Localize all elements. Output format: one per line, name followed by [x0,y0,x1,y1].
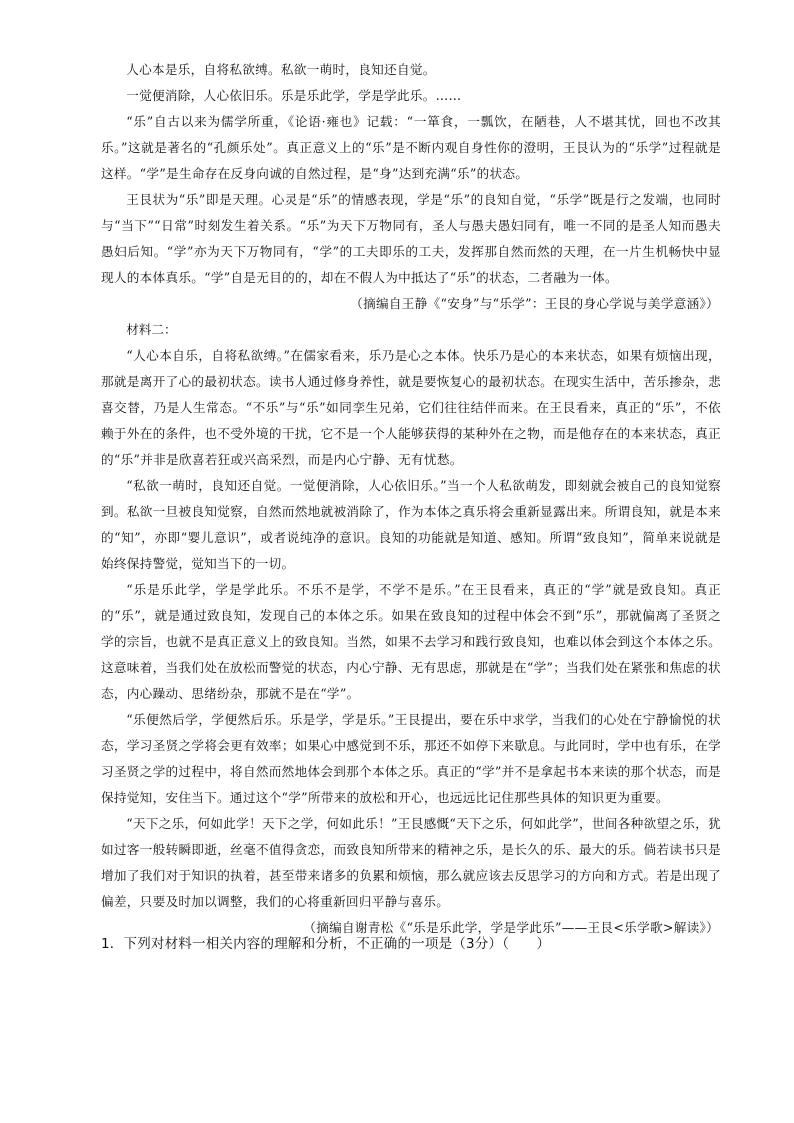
material1-source: （摘编自王静《“安身”与“乐学”：王艮的身心学说与美学意涵》） [350,296,719,311]
material1-paragraph-1: “乐”自古以来为儒学所重，《论语·雍也》记载：“一箪食，一瓢饮，在陋巷，人不堪其忧，回也不改其乐。”这就是著名的“孔颜乐处”。真正意义上的“乐”是不断内观自身性你的澄明，王艮认为的“乐学”过程就是这样。“学”是生命存在反身向诚的自然过程，是“身”达到充满“乐”的状态。 [101,114,721,181]
material2-paragraph-2: “私欲一萌时，良知还自觉。一觉便消除，人心依旧乐。”当一个人私欲萌发，即刻就会被自己的良知觉察到。私欲一旦被良知觉察，自然而然地就被消除了，作为本体之真乐将会重新显露出来。所谓良知，就是本来的“知”，亦即“婴儿意识”，或者说纯净的意识。良知的功能就是知道、感知。所谓“致良知”，简单来说就是始终保持警觉，觉知当下的一切。 [101,478,721,571]
material2-paragraph-1: “人心本自乐，自将私欲缚。”在儒家看来，乐乃是心之本体。快乐乃是心的本来状态，如果有烦恼出现，那就是离开了心的最初状态。读书人通过修身养性，就是要恢复心的最初状态。在现实生活中，苦乐掺杂，悲喜交替，乃是人生常态。“不乐”与“乐”如同孪生兄弟，它们往往结伴而来。在王艮看来，真正的“乐”，不依赖于外在的条件，也不受外境的干扰，它不是一个人能够获得的某种外在之物，而是他存在的本来状态，真正的“乐”并非是欣喜若狂或兴高采烈，而是内心宁静、无有忧愁。 [101,348,721,467]
document-body [101,57,721,941]
poem-line-2: 一觉便消除，人心依旧乐。乐是乐此学，学是学此乐。…… [126,88,462,103]
material2-source: （摘编自谢青松《“乐是乐此学，学是学此乐”——王艮<乐学歌>解读》） [303,920,719,935]
material2-paragraph-4: “乐便然后学，学便然后乐。乐是学，学是乐。”王艮提出，要在乐中求学，当我们的心处在宁静愉悦的状态，学习圣贤之学将会更有效率；如果心中感觉到不乐，那还不如停下来歇息。与此同时，学中也有乐，在学习圣贤之学的过程中，将自然而然地体会到那个本体之乐。真正的“学”并不是拿起书本来读的那个状态，而是保持觉知，安住当下。通过这个“学”所带来的放松和开心，也远远比记住那些具体的知识更为重要。 [101,712,721,805]
poem-line-1: 人心本是乐，自将私欲缚。私欲一萌时，良知还自觉。 [126,62,436,77]
material2-label: 材料二： [126,322,177,337]
material1-paragraph-2: 王艮状为“乐”即是天理。心灵是“乐”的情感表现，学是“乐”的良知自觉，“乐学”既是行之发端，也同时与“当下”“日常”时刻发生着关系。“乐”为天下万物同有，圣人与愚夫愚妇同有，唯一不同的是圣人知而愚夫愚妇后知。“学”亦为天下万物同有，“学”的工夫即乐的工夫，发挥那自然而然的天理，在一片生机畅快中显现人的本体真乐。“学”自是无目的的，却在不假人为中抵达了“乐”的状态，二者融为一体。 [101,192,721,285]
material2-paragraph-3: “乐是乐此学，学是学此乐。不乐不是学，不学不是乐。”在王艮看来，真正的“学”就是致良知。真正的“乐”，就是通过致良知，发现自己的本体之乐。如果在致良知的过程中体会不到“乐”，那就偏离了圣贤之学的宗旨，也就不是真正意义上的致良知。当然，如果不去学习和践行致良知，也难以体会到这个本体之乐。这意味着，当我们处在放松而警觉的状态，内心宁静、无有思虑，那就是在“学”；当我们处在紧张和焦虑的状态，内心躁动、思绪纷杂，那就不是在“学”。 [101,582,721,701]
question-1: 1．下列对材料一相关内容的理解和分析，不正确的一项是（3分）（ ） [101,936,551,952]
material2-paragraph-5: “天下之乐，何如此学！天下之学，何如此乐！”王艮感慨“天下之乐，何如此学”，世间各种欲望之乐，犹如过客一般转瞬即逝，丝毫不值得贪恋，而致良知所带来的精神之乐，是长久的乐、最大的乐。倘若读书只是增加了我们对于知识的执着，甚至带来诸多的负累和烦恼，那么就应该去反思学习的方向和方式。若是出现了偏差，只要及时加以调整，我们的心将重新回归平静与喜乐。 [101,816,721,909]
